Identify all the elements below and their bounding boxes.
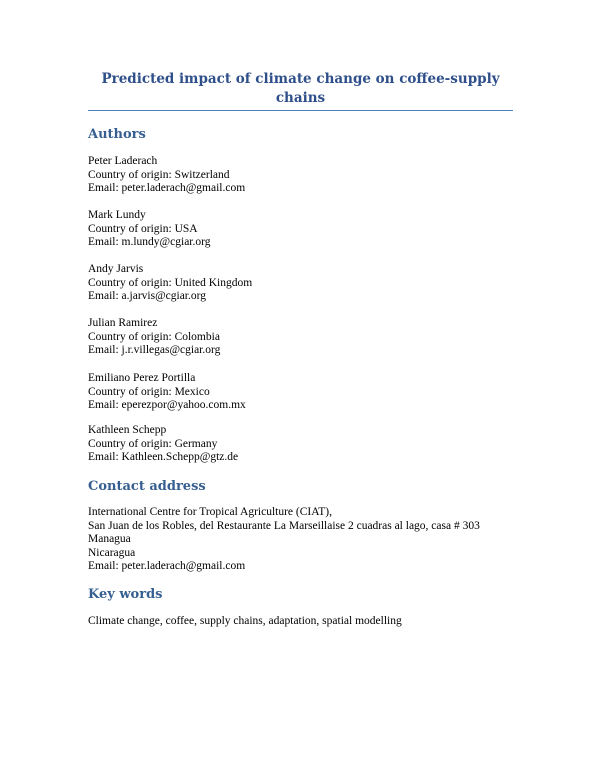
author-name: Mark Lundy	[88, 209, 146, 221]
author-country: Country of origin: United Kingdom	[88, 276, 253, 289]
keywords-block	[88, 615, 528, 629]
contact-line: Managua	[88, 533, 131, 545]
author-email: Email: eperezpor@yahoo.com.mx	[88, 399, 246, 411]
author-country: Country of origin: USA	[88, 222, 198, 235]
author-block	[88, 263, 528, 304]
author-name: Julian Ramirez	[88, 317, 158, 329]
author-block	[88, 372, 528, 413]
author-name: Peter Laderach	[88, 155, 158, 167]
document-title	[88, 70, 513, 108]
author-country: Country of origin: Mexico	[88, 385, 210, 398]
author-block	[88, 317, 528, 358]
title-underline	[88, 110, 513, 111]
author-country: Country of origin: Switzerland	[88, 168, 230, 181]
contact-email: Email: peter.laderach@gmail.com	[88, 560, 246, 572]
author-name: Andy Jarvis	[88, 263, 144, 275]
author-country: Country of origin: Colombia	[88, 330, 220, 343]
author-email: Email: j.r.villegas@cgiar.org	[88, 344, 221, 356]
contact-line: Nicaragua	[88, 546, 136, 559]
author-email: Email: m.lundy@cgiar.org	[88, 236, 211, 248]
author-email: Email: peter.laderach@gmail.com	[88, 182, 246, 194]
keywords-heading: Key words	[88, 587, 163, 602]
author-block	[88, 155, 528, 196]
author-name: Emiliano Perez Portilla	[88, 372, 196, 384]
author-block	[88, 209, 528, 250]
contact-line: San Juan de los Robles, del Restaurante La Marseillaise 2 cuadras al lago, casa # 303	[88, 519, 480, 532]
authors-heading: Authors	[88, 127, 146, 142]
author-country: Country of origin: Germany	[88, 437, 218, 450]
title-line-1: Predicted impact of climate change on coffee-supply	[101, 71, 500, 87]
contact-heading: Contact address	[88, 479, 206, 494]
author-block	[88, 424, 528, 465]
author-email: Email: a.jarvis@cgiar.org	[88, 290, 206, 302]
contact-line: International Centre for Tropical Agriculture (CIAT),	[88, 506, 332, 518]
author-name: Kathleen Schepp	[88, 424, 167, 436]
contact-address-block	[88, 506, 528, 574]
keywords-text: Climate change, coffee, supply chains, adaptation, spatial modelling	[88, 615, 402, 627]
author-email: Email: Kathleen.Schepp@gtz.de	[88, 451, 239, 463]
title-line-2: chains	[275, 90, 326, 106]
